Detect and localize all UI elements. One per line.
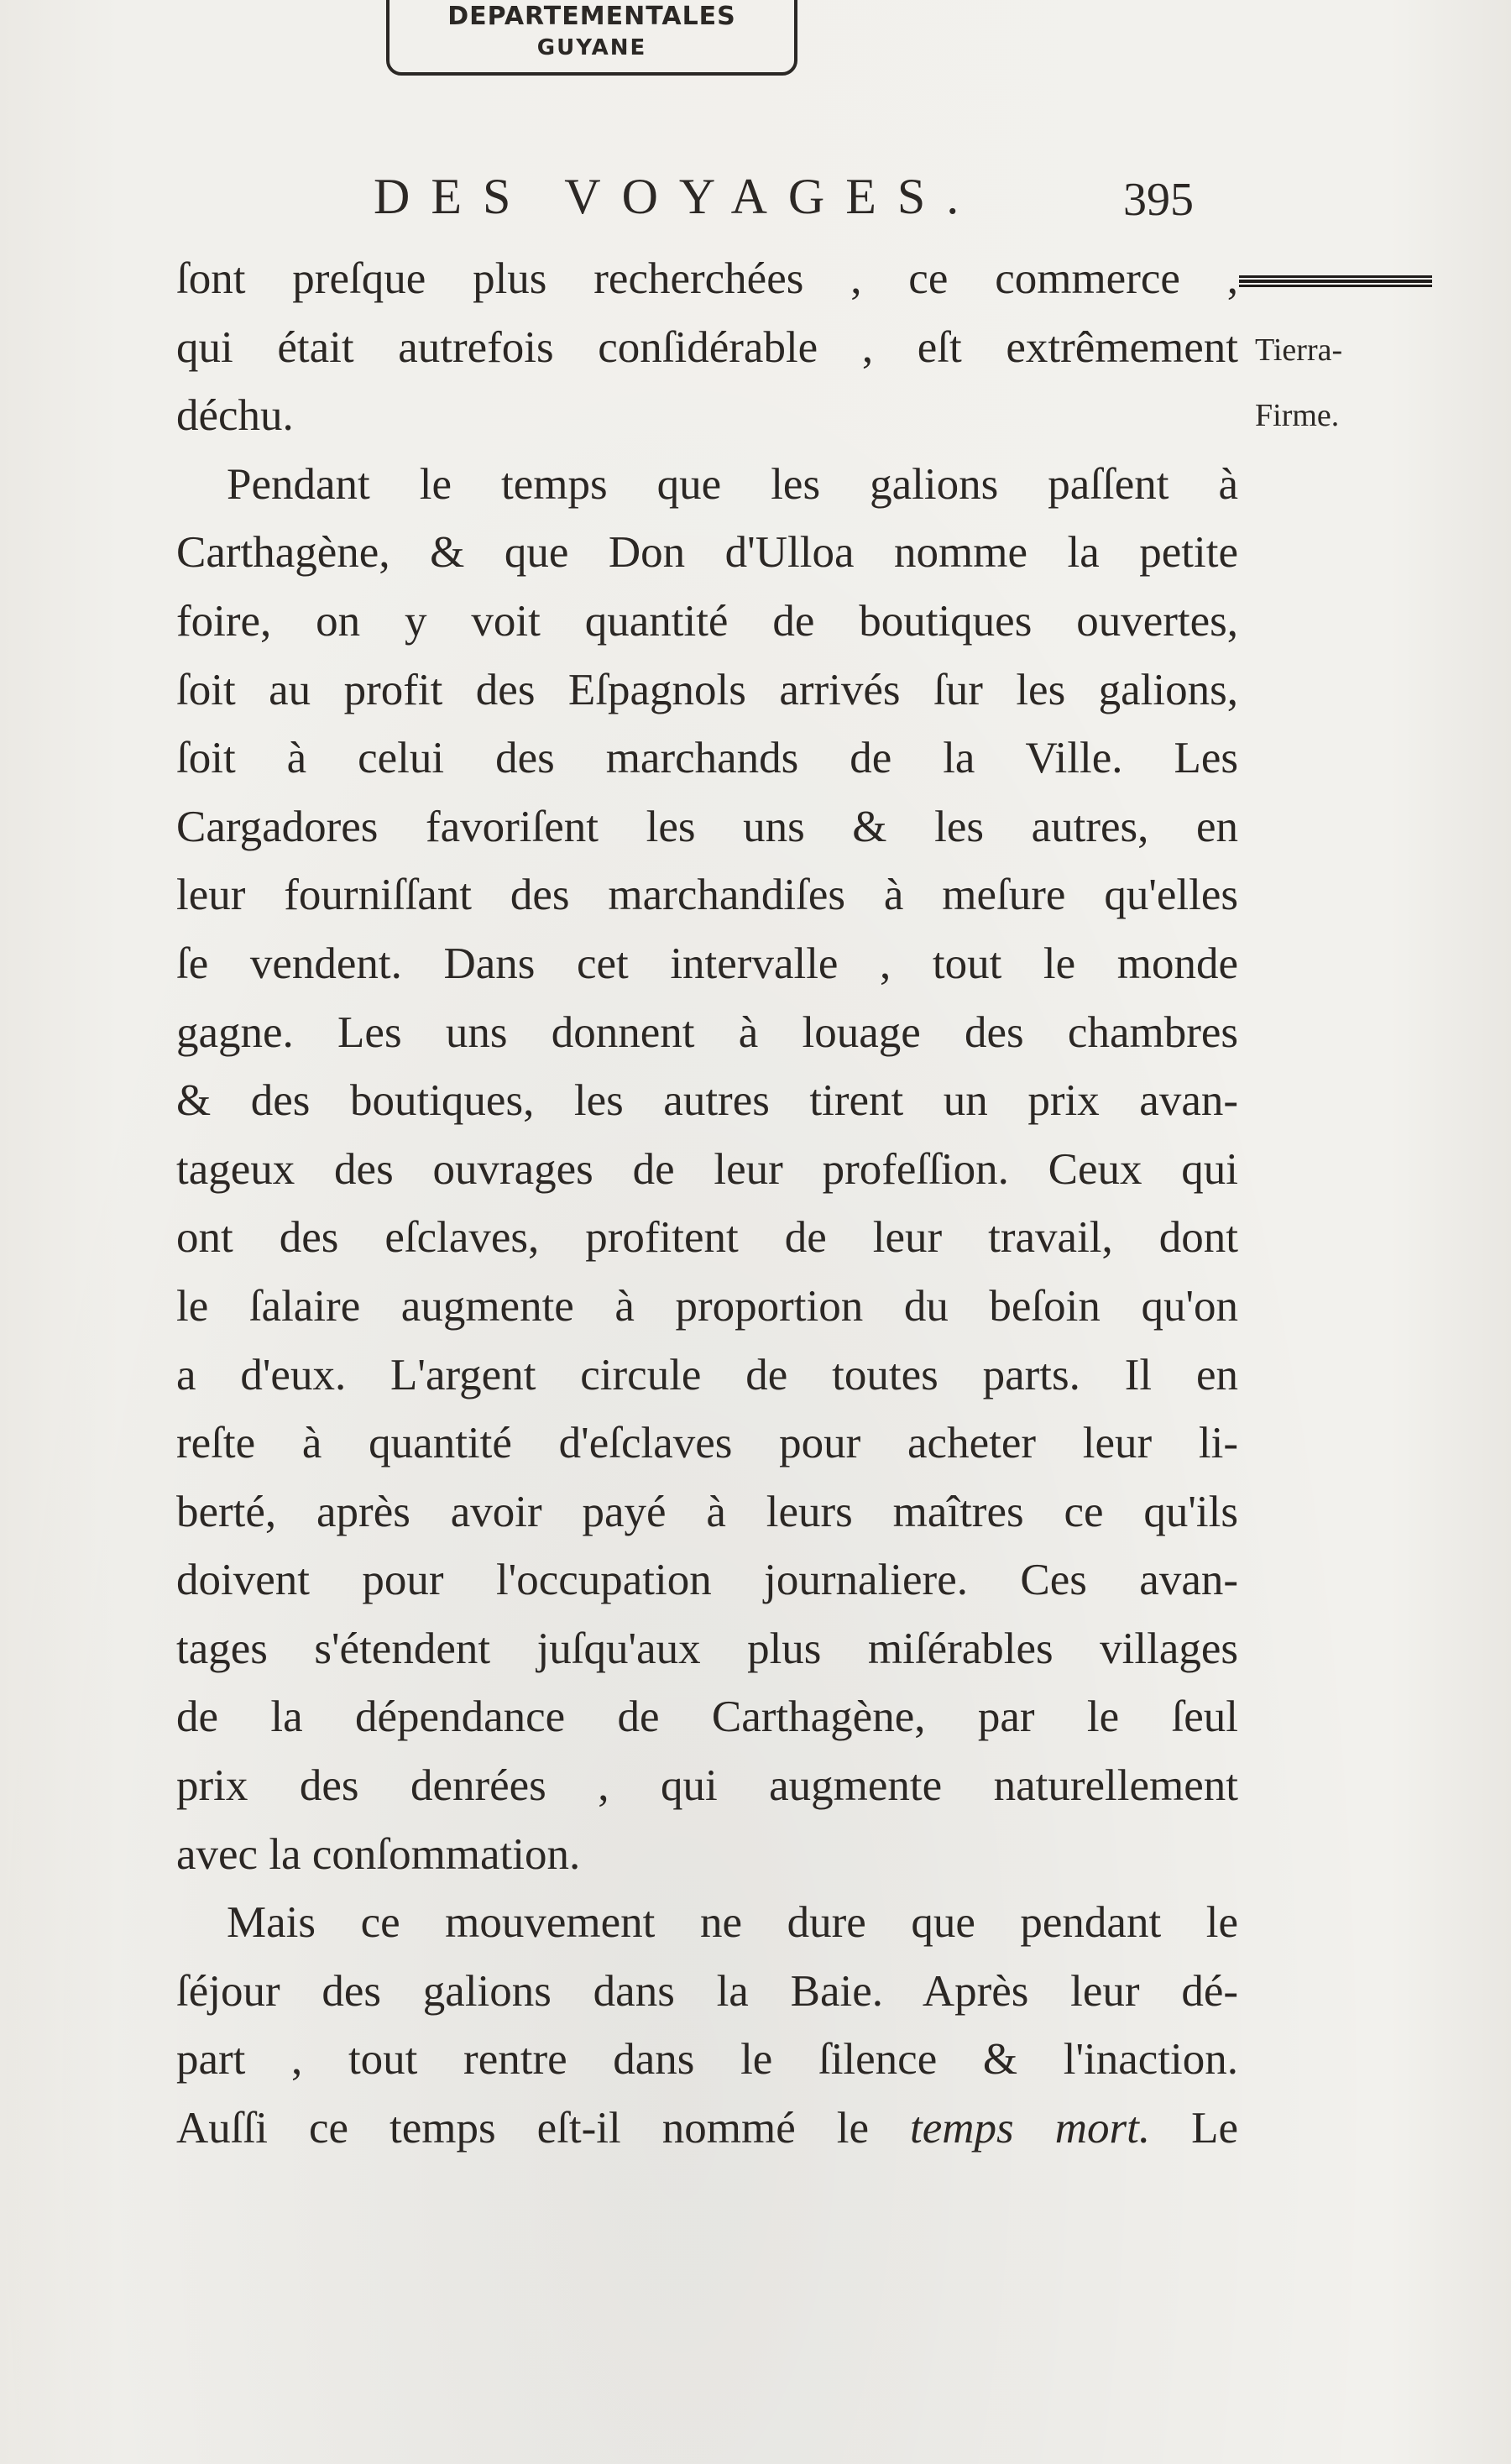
text-line-23: prix des denrées , qui augmente naturellement — [176, 1761, 1238, 1811]
margin-rule — [1239, 275, 1432, 287]
margin-note-line-2: Firme. — [1255, 398, 1340, 433]
text-line-2: qui était autrefois conſidérable , eſt extrêmement — [176, 322, 1238, 372]
text-line-12: gagne. Les uns donnent à louage des chambres — [176, 1007, 1238, 1057]
text-line-16: le ſalaire augmente à proportion du beſoin qu'on — [176, 1281, 1238, 1331]
text-line-10: leur fourniſſant des marchandiſes à meſure qu'elles — [176, 871, 1238, 920]
text-line-1: ſont preſque plus recherchées , ce commerce , — [176, 254, 1238, 303]
margin-note — [1255, 317, 1342, 448]
running-title: DES VOYAGES. — [374, 169, 980, 224]
text-line-5: Carthagène, & que Don d'Ulloa nomme la petite — [176, 528, 1238, 578]
text-line-13: & des boutiques, les autres tirent un prix avan- — [176, 1076, 1238, 1126]
body-text — [176, 245, 1238, 2163]
text-line-21: tages s'étendent juſqu'aux plus miſérables villages — [176, 1624, 1238, 1673]
text-line-28-start: Auſſi ce temps eſt-il nommé le — [176, 2104, 869, 2153]
text-line-22: de la dépendance de Carthagène, par le ſeul — [176, 1692, 1238, 1742]
text-line-27: part , tout rentre dans le ſilence & l'inaction. — [176, 2035, 1238, 2085]
text-line-4: Pendant le temps que les galions paſſent à — [227, 459, 1238, 509]
text-line-3: déchu. — [176, 391, 294, 441]
stamp-line-2: GUYANE — [536, 35, 647, 60]
text-line-25: Mais ce mouvement ne dure que pendant le — [227, 1898, 1238, 1948]
text-line-11: ſe vendent. Dans cet intervalle , tout le monde — [176, 939, 1238, 988]
page-number: 395 — [1123, 174, 1194, 226]
text-line-8: ſoit à celui des marchands de la Ville. Les — [176, 734, 1238, 783]
text-line-28 — [176, 2095, 1238, 2163]
text-line-20: doivent pour l'occupation journaliere. Ces avan- — [176, 1556, 1238, 1605]
text-line-14: tageux des ouvrages de leur profeſſion. Ceux qui — [176, 1144, 1238, 1194]
text-line-17: a d'eux. L'argent circule de toutes parts. Il en — [176, 1350, 1238, 1399]
text-line-15: ont des eſclaves, profitent de leur travail, dont — [176, 1213, 1238, 1263]
library-stamp — [386, 0, 797, 76]
margin-note-line-1: Tierra- — [1255, 332, 1343, 368]
text-line-24: avec la conſommation. — [176, 1829, 581, 1879]
text-line-18: reſte à quantité d'eſclaves pour acheter leur li- — [176, 1419, 1238, 1468]
italic-phrase: temps mort. — [910, 2104, 1151, 2153]
text-line-26: ſéjour des galions dans la Baie. Après leur dé- — [176, 1966, 1238, 2016]
stamp-line-1: DEPARTEMENTALES — [447, 2, 736, 31]
text-line-6: foire, on y voit quantité de boutiques ouvertes, — [176, 596, 1238, 646]
catchword: Le — [1191, 2104, 1239, 2153]
text-line-7: ſoit au profit des Eſpagnols arrivés ſur les galions, — [176, 665, 1238, 714]
text-line-19: berté, après avoir payé à leurs maîtres ce qu'ils — [176, 1487, 1238, 1536]
text-line-9: Cargadores favoriſent les uns & les autres, en — [176, 802, 1238, 851]
